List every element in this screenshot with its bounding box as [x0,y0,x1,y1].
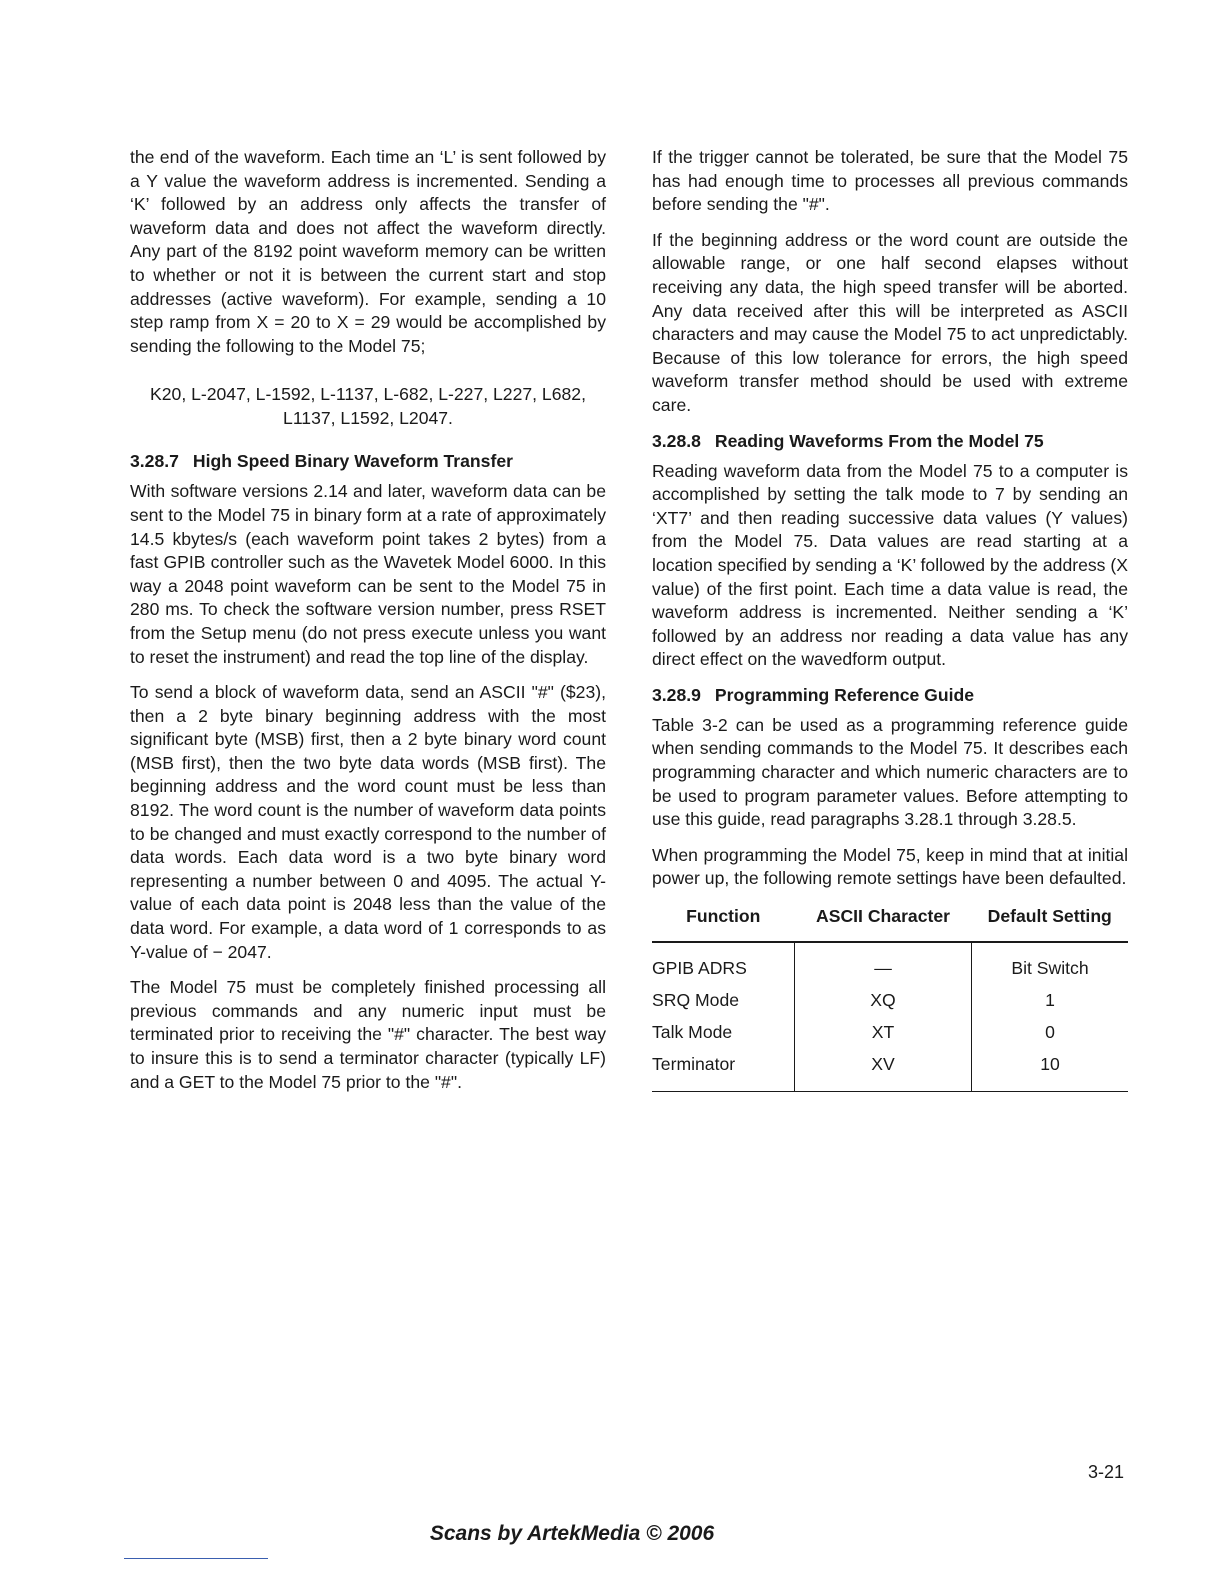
table-header: Function [652,903,795,942]
section-title: Reading Waveforms From the Model 75 [714,430,1044,451]
section-title: Programming Reference Guide [714,684,975,705]
right-paragraph-5: When programming the Model 75, keep in mind that at initial power up, the following remote settings have been defaulted. [652,844,1128,889]
right-paragraph-1: If the trigger cannot be tolerated, be sure that the Model 75 has had enough time to processes all previous commands before sending the "#". [652,147,1128,215]
command-example-line-1: K20, L-2047, L-1592, L-1137, L-682, L-227, L227, L682, [150,384,586,405]
command-example [130,382,606,430]
left-paragraph-2: With software versions 2.14 and later, waveform data can be sent to the Model 75 in binary form at a rate of approximately 14.5 kbytes/s (each waveform point takes 2 bytes) from a fast GPIB controller such as the Wavetek Model 6000. In this way a 2048 point waveform can be sent to the Model 75 in 280 ms. To check the software version number, press RSET from the Setup menu (do not press execute unless you want to reset the instrument) and read the top line of the display. [130,481,606,667]
table-cell: XQ [795,985,972,1017]
section-number: 3.28.9 [652,684,701,705]
table-cell: 1 [1045,989,1055,1010]
table-row [652,1049,1128,1092]
page-number: 3-21 [1088,1462,1125,1482]
section-title: High Speed Binary Waveform Transfer [192,451,513,472]
table-row [652,985,1128,1017]
right-paragraph-4: Table 3-2 can be used as a programming reference guide when sending commands to the Model 75. It describes each programming character and which numeric characters are to be used to program parameter values. Before attempting to use this guide, read paragraphs 3.28.1 through 3.28.5. [652,714,1128,830]
left-column [130,146,606,1106]
section-heading-3-28-8 [652,430,1128,452]
table-cell: XV [795,1049,972,1092]
table-cell: XT [795,1017,972,1049]
left-paragraph-3: To send a block of waveform data, send an ASCII "#" ($23), then a 2 byte binary beginning address with the most significant byte (MSB) first, then a 2 byte binary word count (MSB first), then the two byte data words (MSB first). The beginning address and the word count must be less than 8192. The word count is the number of waveform data points to be changed and must exactly correspond to the number of data words. Each data word is a two byte binary word representing a number between 0 and 4095. The actual Y-value of each data point is 2048 less than the value of the data word. For example, a data word of 1 corresponds to as Y-value of − 2047. [130,682,606,962]
right-paragraph-2: If the beginning address or the word count are outside the allowable range, or one half second elapses without receiving any data, the high speed transfer will be aborted. Any data received after this will be interpreted as ASCII characters and may cause the Model 75 to act unpredictably. Because of this low tolerance for errors, the high speed waveform transfer method should be used with extreme care. [652,229,1128,415]
table-header: ASCII Character [795,903,972,942]
scan-credit-footer: Scans by ArtekMedia © 2006 [429,1522,715,1545]
command-example-line-2: L1137, L1592, L2047. [283,408,453,429]
table-cell: — [795,942,972,985]
footer-rule [124,1558,268,1559]
default-settings-table [652,903,1128,1092]
right-paragraph-3: Reading waveform data from the Model 75 to a computer is accomplished by setting the talk mode to 7 by sending an ‘XT7’ and then reading successive data values (Y values) from the Model 75. Data values are read starting at a location specified by sending a ‘K’ followed by the address (X value) of the first point. Each time a data value is read, the waveform address is incremented. Neither sending a ‘K’ followed by an address nor reading a data value has any direct effect on the wavedform output. [652,460,1128,670]
table-cell: Terminator [652,1053,736,1074]
table-cell: GPIB ADRS [652,957,747,978]
table-header-row [652,903,1128,942]
table-cell: Talk Mode [652,1021,733,1042]
section-heading-3-28-7 [130,450,606,472]
table-cell: 10 [1040,1053,1060,1074]
section-number: 3.28.7 [130,451,179,472]
section-number: 3.28.8 [652,430,701,451]
left-paragraph-4: The Model 75 must be completely finished processing all previous commands and any numeric input must be terminated prior to receiving the "#" character. The best way to insure this is to send a terminator character (typically LF) and a GET to the Model 75 prior to the "#". [130,977,606,1092]
table-header: Default Setting [972,903,1129,942]
table-row [652,942,1128,985]
table-cell: SRQ Mode [652,989,740,1010]
section-heading-3-28-9 [652,684,1128,706]
table-cell: Bit Switch [1011,957,1089,978]
right-column [652,146,1128,1092]
table-row [652,1017,1128,1049]
left-paragraph-1: the end of the waveform. Each time an ‘L’ is sent followed by a Y value the waveform address is incremented. Sending a ‘K’ followed by an address only affects the transfer of waveform data and does not affect the waveform directly. Any part of the 8192 point waveform memory can be written to whether or not it is between the current start and stop addresses (active waveform). For example, sending a 10 step ramp from X = 20 to X = 29 would be accomplished by sending the following to the Model 75; [130,147,606,356]
table-cell: 0 [1045,1021,1055,1042]
